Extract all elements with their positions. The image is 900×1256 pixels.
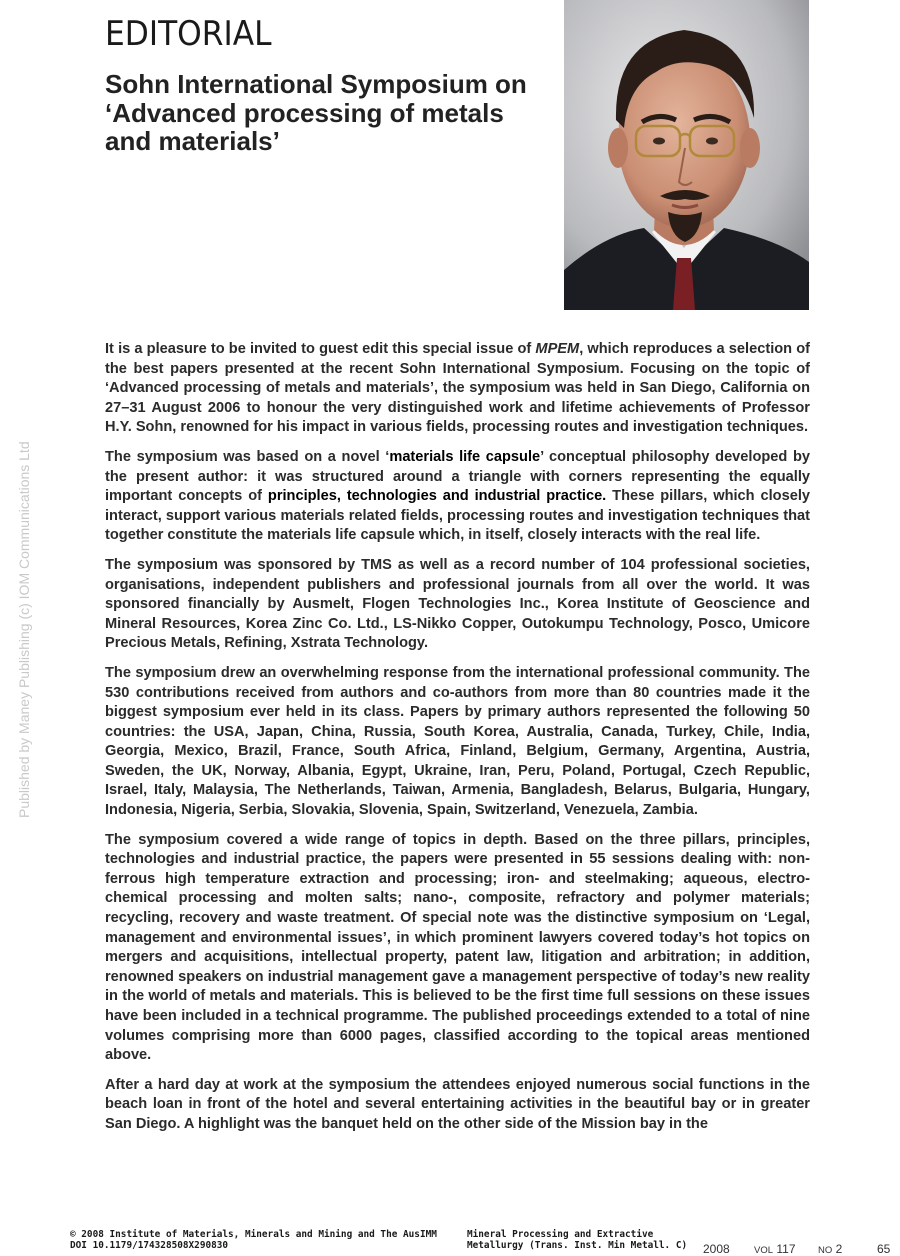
footer-page-number: 65: [877, 1242, 891, 1256]
author-portrait-photo: [564, 0, 809, 310]
paragraph-2-text-c: These pillars, which closely interact, support various materials related fields, processing routes and investigation techniques that together constitute the materials life capsule which, in itself, closely interacts with the real life.: [105, 488, 810, 544]
footer-copyright: © 2008 Institute of Materials, Minerals and Mining and The AusIMM: [70, 1229, 437, 1240]
paragraph-2: [105, 448, 810, 546]
footer-volume-number: 117: [776, 1242, 796, 1256]
footer-journal-block: [467, 1229, 687, 1251]
footer-issue-label: NO: [818, 1245, 833, 1256]
paragraph-5: The symposium covered a wide range of topics in depth. Based on the three pillars, principles, technologies and industrial practice, the papers were presented in 55 sessions dealing with: non-ferrous high temperature extraction and processing; iron- and steelmaking; aqueous, electro-chemical processing and molten salts; nano-, composite, refractory and polymer materials; recycling, recovery and waste treatment. Of special note was the distinctive symposium on ‘Legal, management and environmental issues’, in which prominent lawyers covered today’s hot topics on mergers and acquisitions, intellectual property, patent law, litigation and arbitration; in addition, renowned speakers on industrial management gave a management perspective of today’s new reality in the world of metals and materials. This is believed to be the first time full sessions on these issues have been included in a technical programme. The published proceedings extended to a total of nine volumes comprising more than 6000 pages, classified according to the topical areas mentioned above.: [105, 831, 810, 1064]
paragraph-2-text-b: ’ conceptual philosophy developed by the present author: it was structured around a triangle with corners representing the equally important concepts of: [105, 448, 810, 505]
paragraph-2-strong-2: principles, technologies and industrial practice.: [267, 488, 607, 505]
footer-issue-number: 2: [835, 1242, 843, 1256]
paragraph-4: The symposium drew an overwhelming response from the international professional community. The 530 contributions received from authors and co-authors from more than 80 countries made it the biggest symposium ever held in its class. Papers by primary authors represented the following 50 countries: the USA, Japan, China, Russia, South Korea, Australia, Canada, Turkey, Chile, India, Georgia, Mexico, Brazil, France, South Africa, Finland, Belgium, Germany, Argentina, Austria, Sweden, the UK, Norway, Albania, Egypt, Ukraine, Iran, Peru, Poland, Portugal, Czech Republic, Israel, Italy, Malaysia, The Netherlands, Taiwan, Armenia, Bangladesh, Belarus, Bulgaria, Hungary, Indonesia, Nigeria, Serbia, Slovakia, Slovenia, Spain, Switzerland, Venezuela, Zambia.: [105, 664, 810, 819]
footer-year: 2008: [703, 1242, 730, 1256]
paragraph-6: After a hard day at work at the symposium the attendees enjoyed numerous social functions in the beach loan in front of the hotel and several entertaining activities in the beautiful bay or in greater San Diego. A highlight was the banquet held on the other side of the Mission bay in the: [105, 1076, 810, 1132]
footer-doi: DOI 10.1179/174328508X290830: [70, 1240, 229, 1251]
paragraph-2-strong-1: materials life capsule: [389, 448, 541, 465]
author-portrait: [564, 0, 809, 310]
footer-issue: [818, 1242, 842, 1256]
footer-copyright-block: [70, 1229, 437, 1251]
journal-abbreviation: MPEM: [535, 341, 580, 357]
footer-journal-line-2: Metallurgy (Trans. Inst. Min Metall. C): [467, 1240, 688, 1251]
footer-volume: [754, 1242, 796, 1256]
paragraph-1-text-b: , which reproduces a selection of the best papers presented at the recent Sohn International Symposium. Focusing on the topic of ‘Advanced processing of metals and materials’, the symposium was held in San Diego, California on 27–31 August 2006 to honour the very distinguished work and lifetime achievements of Professor H.Y. Sohn, renowned for his impact in various fields, processing routes and investigation techniques.: [105, 341, 810, 436]
publisher-watermark: Published by Maney Publishing (c) IOM Communications Ltd: [16, 441, 32, 818]
article-title: Sohn International Symposium on ‘Advanced processing of metals and materials’: [105, 69, 527, 156]
footer-volume-label: VOL: [754, 1245, 774, 1256]
paragraph-3: The symposium was sponsored by TMS as well as a record number of 104 professional societies, organisations, independent publishers and professional journals from all over the world. It was sponsored financially by Ausmelt, Flogen Technologies Inc., Korea Institute of Geoscience and Mineral Resources, Korea Zinc Co. Ltd., LS-Nikko Copper, Outokumpu Technology, Posco, Umicore Precious Metals, Refining, Xstrata Technology.: [105, 556, 810, 652]
footer-journal-line-1: Mineral Processing and Extractive: [467, 1229, 654, 1240]
article-body: [105, 340, 810, 1145]
paragraph-1: [105, 340, 810, 438]
section-label: EDITORIAL: [105, 14, 272, 54]
paragraph-2-text-a: The symposium was based on a novel ‘: [105, 448, 390, 465]
paragraph-1-text-a: It is a pleasure to be invited to guest edit this special issue of: [105, 341, 536, 357]
